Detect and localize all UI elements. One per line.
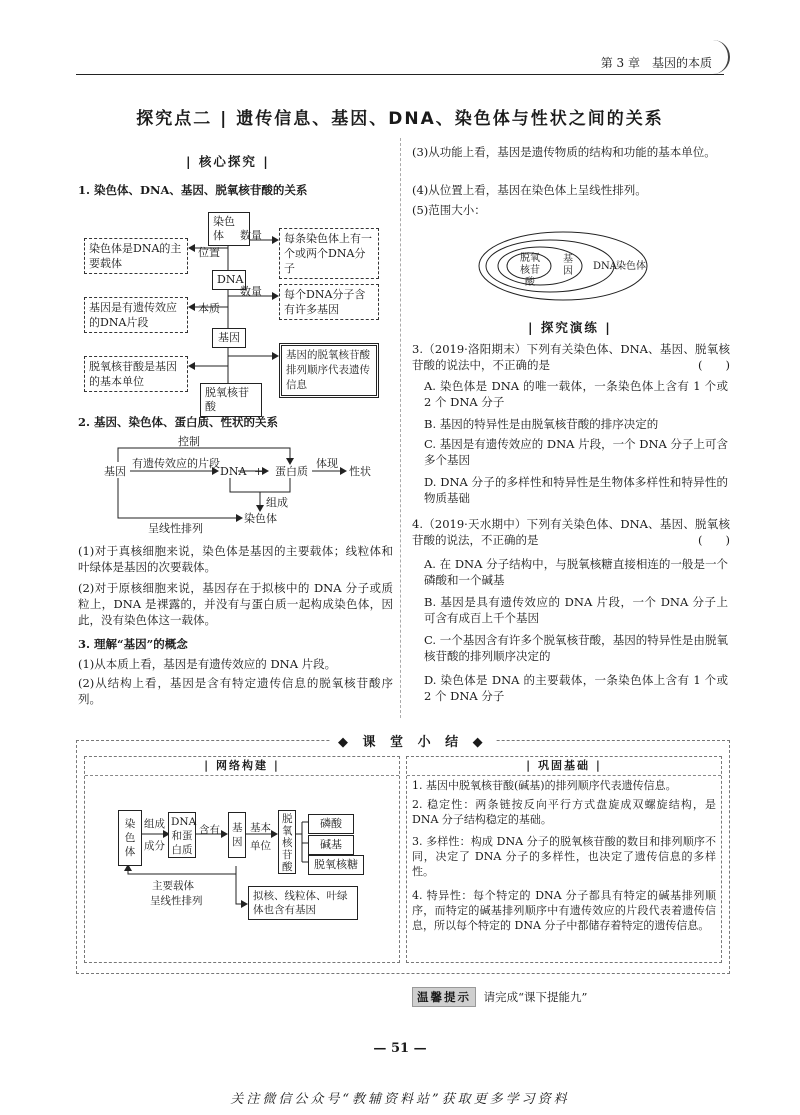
q4-option-b: B. 基因是具有遗传效应的 DNA 片段，一个 DNA 分子上可含有成百上千个基因 — [424, 595, 728, 625]
core-tag: | 核心探究 | — [186, 154, 270, 169]
q4-paren: ( ) — [698, 533, 730, 547]
d2-dna: DNA — [220, 465, 247, 478]
d1-label-position: 位置 — [198, 246, 220, 259]
d1-note-left1: 染色体是DNA的主要载体 — [84, 238, 188, 274]
q4-option-c: C. 一个基因含有许多个脱氧核苷酸，基因的特异性是由脱氧核苷酸的排列顺序决定的 — [424, 633, 728, 663]
q4-stem: 4.（2019·天水期中）下列有关染色体、DNA、基因、脱氧核苷酸的说法，不正确的是 — [412, 517, 730, 547]
d2-protein: 蛋白质 — [275, 465, 308, 478]
d1-note-left2: 基因是有遗传效应的DNA片段 — [84, 297, 188, 333]
d2-chromosome: 染色体 — [244, 512, 277, 525]
consolidate-3: 3. 多样性：构成 DNA 分子的脱氧核苷酸的数目和排列顺序不同，决定了 DNA 分子的多样性，也决定了遗传信息的多样性。 — [412, 835, 716, 878]
net-chromosome: 染色体 — [118, 810, 142, 866]
summary-title: ◆ 课 堂 小 结 ◆ — [330, 731, 496, 750]
q3-option-c: C. 基因是有遗传效应的 DNA 片段，一个 DNA 分子上可含多个基因 — [424, 437, 728, 467]
net-component: 成分 — [144, 840, 165, 852]
para-4: (2)从结构上看，基因是含有特定遗传信息的脱氧核苷酸序列。 — [78, 676, 393, 706]
net-phosphate: 磷酸 — [308, 814, 354, 834]
d2-effective: 有遗传效应的片段 — [132, 457, 220, 470]
net-nucleotide: 脱氧核苷酸 — [278, 810, 296, 874]
net-unit: 单位 — [250, 840, 271, 852]
scope-chromosome: 染色体 — [616, 261, 646, 272]
para-1: (1)对于真核细胞来说，染色体是基因的主要载体；线粒体和叶绿体是基因的次要载体。 — [78, 544, 393, 574]
d1-dna: DNA — [212, 270, 246, 290]
tip-text: 请完成“课下提能九” — [483, 990, 588, 1004]
net-gene: 基因 — [228, 812, 246, 858]
d1-gene: 基因 — [212, 328, 246, 348]
d1-chromosome: 染色体 — [208, 212, 250, 246]
chapter-header: 第 3 章 基因的本质 — [600, 56, 712, 70]
net-basic: 基本 — [250, 822, 271, 834]
net-base: 碱基 — [308, 835, 354, 855]
q4-option-a: A. 在 DNA 分子结构中，与脱氧核糖直接相连的一般是一个磷酸和一个碱基 — [424, 557, 728, 587]
q3-option-d: D. DNA 分子的多样性和特异性是生物体多样性和特异性的物质基础 — [424, 475, 728, 505]
d1-note-right3: 基因的脱氧核苷酸排列顺序代表遗传信息 — [279, 343, 379, 398]
net-linear: 呈线性排列 — [150, 895, 203, 907]
consolidate-head: | 巩固基础 | — [407, 757, 721, 776]
q3-option-a: A. 染色体是 DNA 的唯一载体，一条染色体上含有 1 个或 2 个 DNA 分子 — [424, 379, 728, 409]
para-5: (3)从功能上看，基因是遗传物质的结构和功能的基本单位。 — [412, 145, 716, 159]
network-head: | 网络构建 | — [85, 757, 399, 776]
d1-label-quantity2: 数量 — [240, 285, 262, 298]
scope-dna: DNA — [593, 261, 617, 272]
footer-note: 关注微信公众号“教辅资料站”获取更多学习资料 — [230, 1092, 570, 1107]
para-7: (5)范围大小： — [412, 203, 486, 217]
d2-control: 控制 — [178, 435, 200, 448]
net-main-carrier: 主要载体 — [152, 880, 194, 892]
d1-label-quantity1: 数量 — [240, 229, 262, 242]
d1-note-left3: 脱氧核苷酸是基因的基本单位 — [84, 356, 188, 392]
scope-gene: 基 因 — [563, 254, 573, 277]
d2-gene: 基因 — [104, 465, 126, 478]
d2-express: 体现 — [316, 457, 338, 470]
q3-paren: ( ) — [698, 358, 730, 372]
s2-title: 2. 基因、染色体、蛋白质、性状的关系 — [78, 415, 279, 429]
para-2: (2)对于原核细胞来说，基因存在于拟核中的 DNA 分子或质粒上，DNA 是裸露的，并没有与蛋白质一起构成染色体，因此，没有染色体这一载体。 — [78, 581, 393, 627]
para-6: (4)从位置上看，基因在染色体上呈线性排列。 — [412, 183, 647, 197]
q3-option-b: B. 基因的特异性是由脱氧核苷酸的排序决定的 — [424, 417, 659, 431]
d2-plus: + — [254, 465, 264, 478]
net-contain: 含有 — [199, 824, 220, 836]
d1-note-right2: 每个DNA分子含有许多基因 — [279, 284, 379, 320]
d2-linear: 呈线性排列 — [148, 522, 203, 535]
s1-title: 1. 染色体、DNA、基因、脱氧核苷酸的关系 — [78, 183, 308, 197]
s3-title: 3. 理解“基因”的概念 — [78, 637, 188, 651]
d1-nucleotide: 脱氧核苷酸 — [200, 383, 262, 417]
scope-nucleotide: 脱氧 核苷酸 — [520, 253, 540, 288]
practice-tag: | 探究演练 | — [528, 320, 612, 335]
net-others: 拟核、线粒体、叶绿体也含有基因 — [248, 886, 358, 920]
consolidate-4: 4. 特异性：每个特定的 DNA 分子都具有特定的碱基排列顺序，而特定的碱基排列顺序中有遗传效应的片段代表着遗传信息，所以每个特定的 DNA 分子中都储存着特定的遗传信息。 — [412, 889, 716, 932]
tip-label: 温馨提示 — [412, 987, 476, 1007]
net-compose: 组成 — [144, 818, 165, 830]
net-deoxyribose: 脱氧核糖 — [308, 855, 364, 875]
tip — [412, 989, 587, 1005]
section-title: 探究点二 | 遗传信息、基因、DNA、染色体与性状之间的关系 — [136, 109, 664, 129]
consolidate-1: 1. 基因中脱氧核苷酸(碱基)的排列顺序代表遗传信息。 — [412, 779, 677, 792]
d2-trait: 性状 — [349, 465, 371, 478]
q4-option-d: D. 染色体是 DNA 的主要载体，一条染色体上含有 1 个或 2 个 DNA 分子 — [424, 673, 728, 703]
net-dna-protein: DNA和蛋白质 — [168, 812, 196, 858]
d2-compose: 组成 — [266, 496, 288, 509]
page-number: — 51 — — [373, 1041, 427, 1056]
para-3: (1)从本质上看，基因是有遗传效应的 DNA 片段。 — [78, 657, 337, 671]
d1-note-right1: 每条染色体上有一个或两个DNA分子 — [279, 228, 379, 279]
q3-stem: 3.（2019·洛阳期末）下列有关染色体、DNA、基因、脱氧核苷酸的说法中，不正确的是 — [412, 342, 730, 372]
consolidate-2: 2. 稳定性：两条链按反向平行方式盘旋成双螺旋结构，是 DNA 分子结构稳定的基础。 — [412, 798, 716, 826]
d1-label-essence: 本质 — [198, 302, 220, 315]
